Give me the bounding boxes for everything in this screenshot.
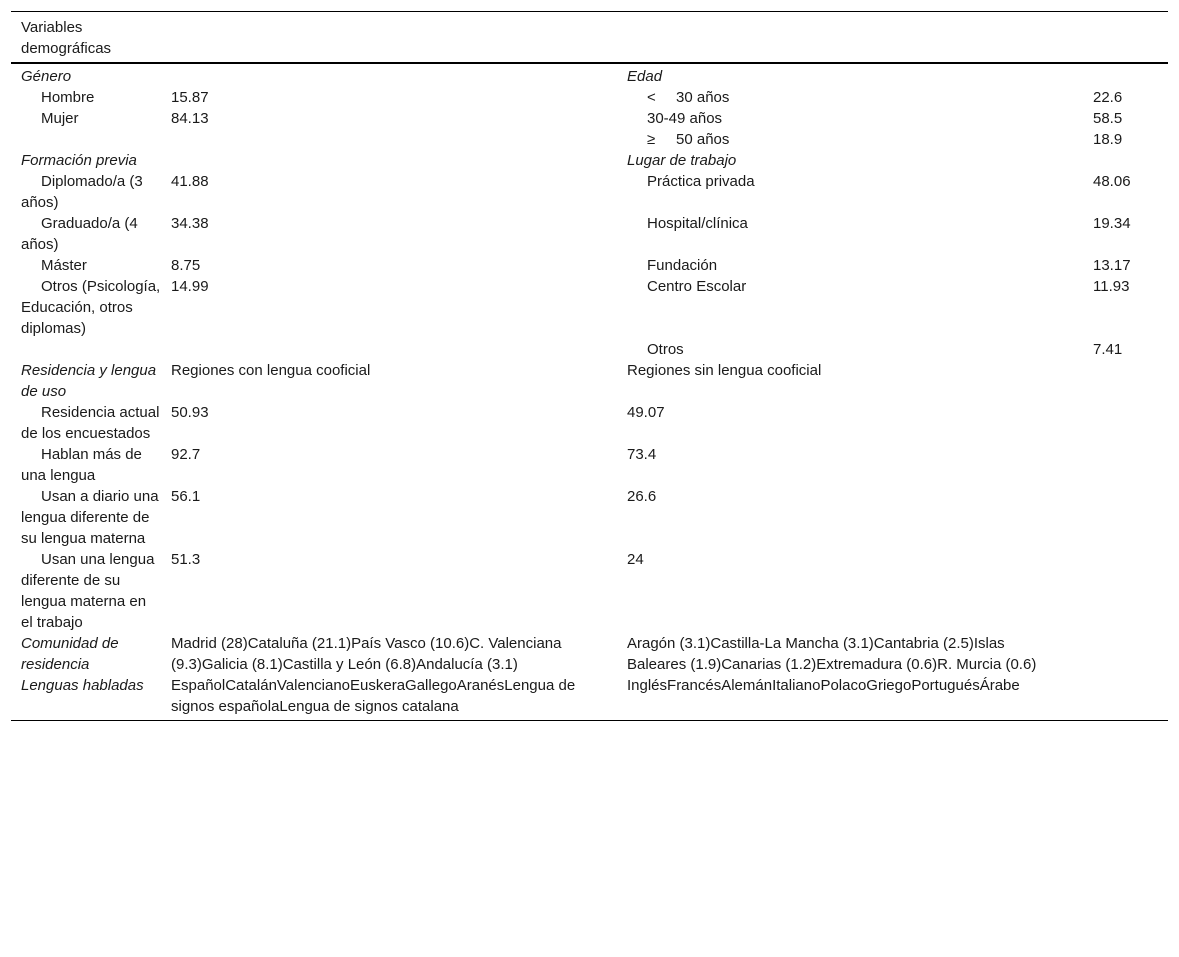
row-label: Práctica privada xyxy=(647,173,755,190)
category-lenguas: Lenguas habladas xyxy=(11,675,161,721)
lenguas-cooficial: EspañolCatalánValencianoEuskeraGallegoAranésLengua de signos españolaLengua de signos catalana xyxy=(161,675,617,721)
table-row xyxy=(11,402,1168,444)
row-label: 30-49 años xyxy=(647,110,723,127)
comunidad-cooficial: Madrid (28)Cataluña (21.1)País Vasco (10.6)C. Valenciana (9.3)Galicia (8.1)Castilla y León (6.8)Andalucía (3.1) xyxy=(171,635,562,673)
column-header-cooficial: Regiones con lengua cooficial xyxy=(171,362,371,379)
row-label: Residencia actual de los encuestados xyxy=(21,404,160,442)
table-row xyxy=(11,255,1168,276)
row-value: 34.38 xyxy=(171,215,209,232)
table-row xyxy=(11,108,1168,129)
row-value: 13.17 xyxy=(1093,257,1131,274)
row-value: 51.3 xyxy=(171,551,201,568)
row-label: Hombre xyxy=(41,89,95,106)
table-row xyxy=(11,549,1168,633)
table-row xyxy=(11,486,1168,549)
table-row xyxy=(11,339,1168,360)
comunidad-sin-cooficial: Aragón (3.1)Castilla-La Mancha (3.1)Cantabria (2.5)Islas Baleares (1.9)Canarias (1.2)Extremadura (0.6)R. Murcia (0.6) xyxy=(627,635,1037,673)
row-value: 18.9 xyxy=(1093,131,1123,148)
row-value: 41.88 xyxy=(171,173,209,190)
header-title: Variables demográficas xyxy=(11,12,161,64)
table-row xyxy=(11,213,1168,255)
row-label: Usan una lengua diferente de su lengua materna en el trabajo xyxy=(21,551,155,631)
row-value: 48.06 xyxy=(1093,173,1131,190)
table-row xyxy=(11,150,1168,171)
row-label: ≥ 50 años xyxy=(647,131,730,148)
row-label: Hablan más de una lengua xyxy=(21,446,142,484)
row-value: 49.07 xyxy=(627,404,665,421)
category-formacion: Formación previa xyxy=(21,152,137,169)
table-row xyxy=(11,675,1168,721)
table-row xyxy=(11,633,1168,675)
row-value: 56.1 xyxy=(171,488,201,505)
table-row xyxy=(11,63,1168,87)
row-value: 73.4 xyxy=(627,446,657,463)
row-value: 84.13 xyxy=(171,110,209,127)
row-value: 8.75 xyxy=(171,257,201,274)
row-value: 26.6 xyxy=(627,488,657,505)
column-header-sin-cooficial: Regiones sin lengua cooficial xyxy=(627,362,822,379)
demographics-table xyxy=(11,11,1168,721)
category-comunidad: Comunidad de residencia xyxy=(21,635,119,673)
table-row xyxy=(11,444,1168,486)
row-value: 14.99 xyxy=(171,278,209,295)
table-row xyxy=(11,276,1168,339)
lenguas-sin-cooficial: InglésFrancésAlemánItalianoPolacoGriegoPortuguésÁrabe xyxy=(617,675,1168,721)
row-label: Graduado/a (4 años) xyxy=(21,215,138,253)
row-label: Otros xyxy=(647,341,684,358)
row-value: 19.34 xyxy=(1093,215,1131,232)
row-label: Fundación xyxy=(647,257,718,274)
row-label: Centro Escolar xyxy=(647,278,747,295)
row-label: Mujer xyxy=(41,110,79,127)
category-edad: Edad xyxy=(627,68,663,85)
table-row xyxy=(11,129,1168,150)
row-value: 50.93 xyxy=(171,404,209,421)
row-label: < 30 años xyxy=(647,89,730,106)
row-label: Máster xyxy=(41,257,87,274)
table-row xyxy=(11,360,1168,402)
row-label: Otros (Psicología, Educación, otros diplomas) xyxy=(21,278,161,337)
row-value: 24 xyxy=(627,551,644,568)
row-label: Usan a diario una lengua diferente de su lengua materna xyxy=(21,488,159,547)
table-row xyxy=(11,87,1168,108)
row-value: 22.6 xyxy=(1093,89,1123,106)
category-lugar: Lugar de trabajo xyxy=(627,152,737,169)
category-residencia: Residencia y lengua de uso xyxy=(21,362,157,400)
row-value: 11.93 xyxy=(1093,278,1130,295)
table-row xyxy=(11,171,1168,213)
row-value: 58.5 xyxy=(1093,110,1123,127)
row-value: 92.7 xyxy=(171,446,201,463)
row-label: Hospital/clínica xyxy=(647,215,748,232)
row-value: 15.87 xyxy=(171,89,209,106)
row-label: Diplomado/a (3 años) xyxy=(21,173,143,211)
table-header-row xyxy=(11,12,1168,64)
row-value: 7.41 xyxy=(1093,341,1123,358)
category-genero: Género xyxy=(21,68,72,85)
